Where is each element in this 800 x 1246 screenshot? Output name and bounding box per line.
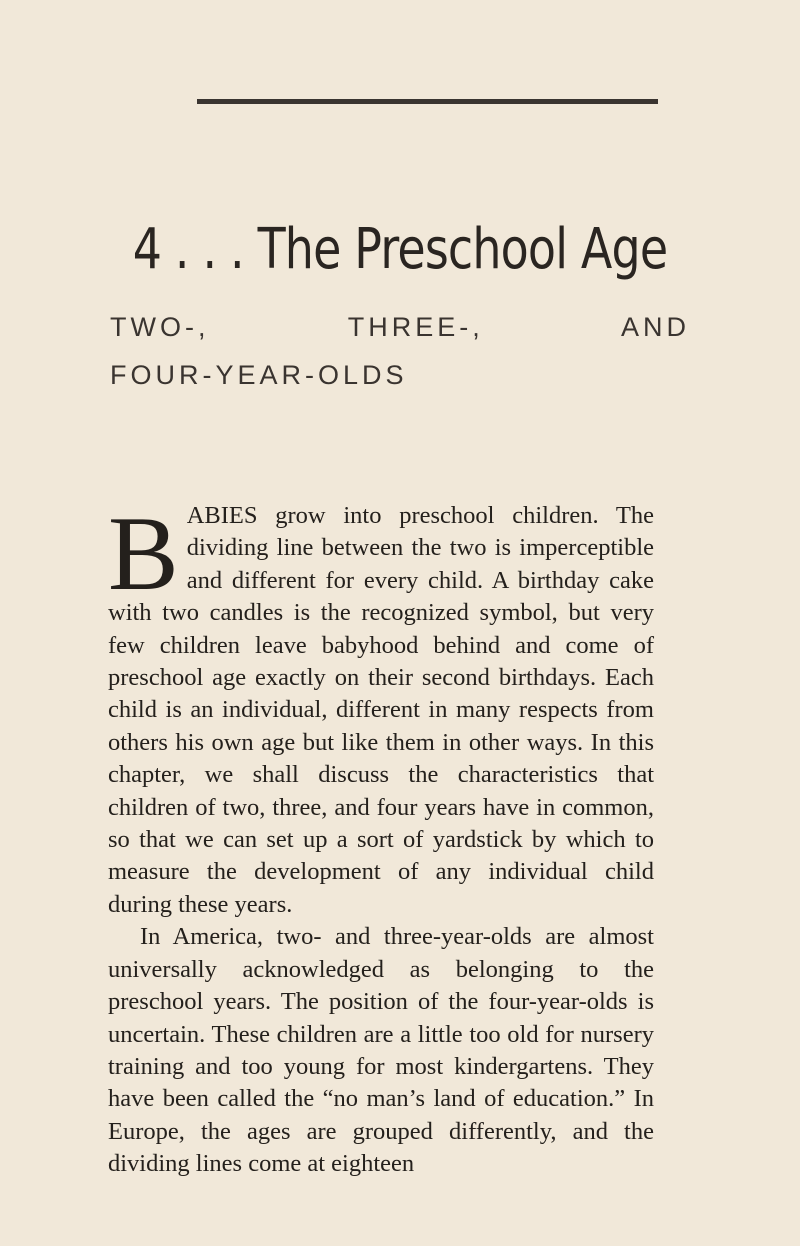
chapter-subtitle-line-1: TWO-, THREE-, AND bbox=[110, 312, 690, 342]
chapter-subtitle-line-2: FOUR-YEAR-OLDS bbox=[110, 360, 408, 390]
paragraph-1 bbox=[108, 495, 654, 921]
body-text bbox=[108, 495, 654, 1181]
top-rule bbox=[197, 99, 658, 104]
paragraph-2: In America, two- and three-year-olds are almost universally acknowledged as belonging to the preschool years. The position of the four-year-olds is uncertain. These children are a little too old for nursery training and too young for most kindergartens. They have been called the “no man’s land of education.” In Europe, the ages are grouped differently, and the dividing lines come at eighteen bbox=[108, 923, 654, 1178]
drop-cap: B bbox=[108, 495, 179, 612]
paragraph-1-text: ABIES grow into preschool children. The dividing line between the two is imperceptible and different for every child. A birthday cake with two candles is the recognized symbol, but very few children leave babyhood behind and come of preschool age exactly on their second birthdays. Each child is an individual, different in many respects from others his own age but like them in other ways. In this chapter, we shall discuss the characteristics that children of two, three, and four years have in common, so that we can set up a sort of yardstick by which to measure the development of any individual child during these years. bbox=[108, 502, 654, 918]
chapter-title: 4 . . . The Preschool Age bbox=[132, 217, 668, 282]
